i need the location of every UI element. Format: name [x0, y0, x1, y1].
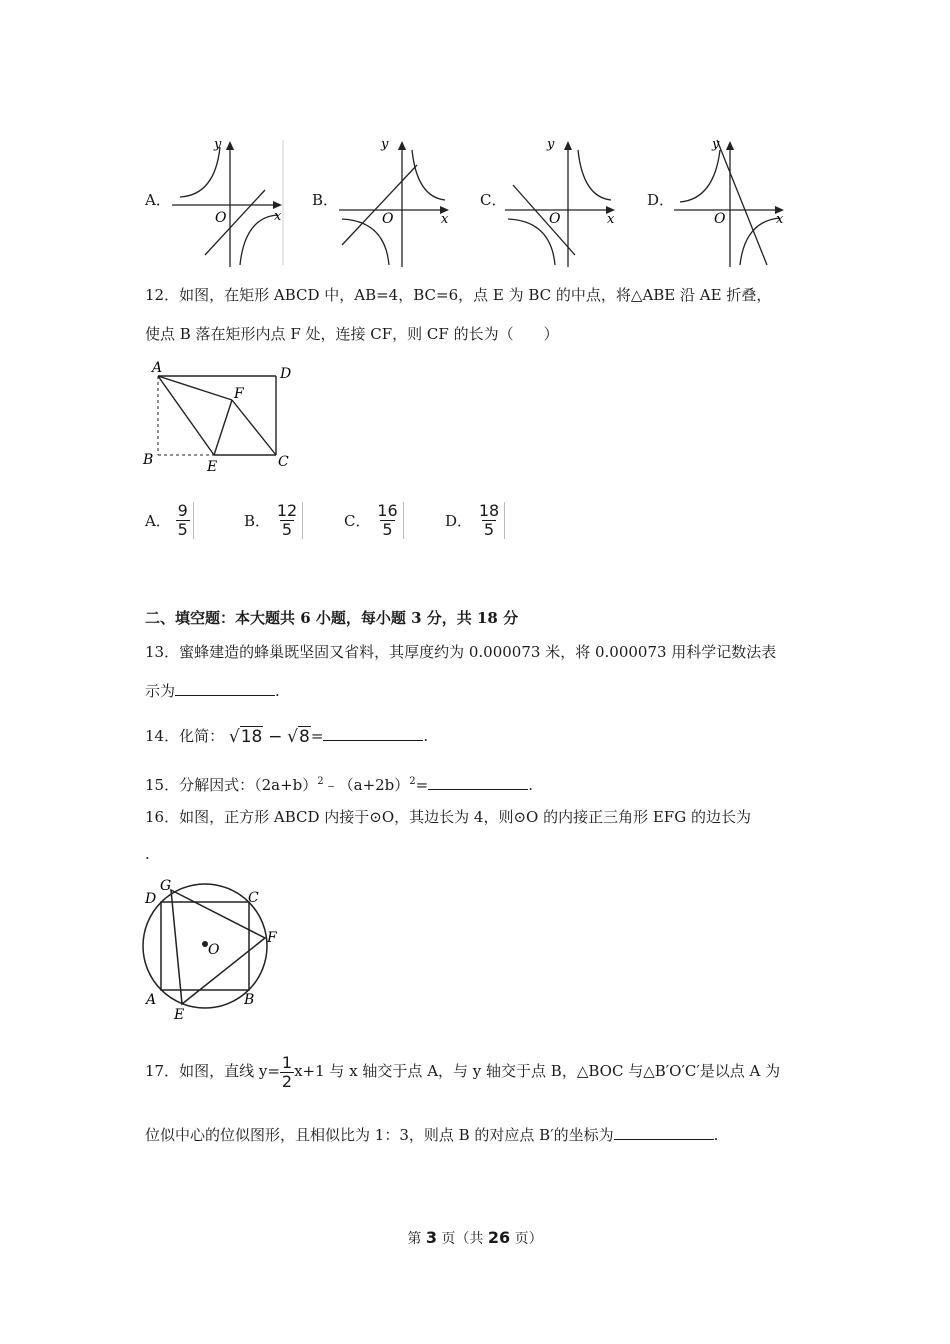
- q11-graph-d: [672, 135, 787, 270]
- q11-option-c-label: C．: [480, 191, 507, 209]
- q12-label-d: D: [280, 366, 292, 382]
- footer-page-number: 3: [425, 1228, 437, 1247]
- q12-option-c: [344, 502, 444, 539]
- q12-option-d-fraction: [477, 502, 505, 539]
- q12-option-b-label: B．: [244, 512, 271, 530]
- q17-end: .: [713, 1126, 719, 1144]
- q12-option-b-den: 5: [281, 520, 293, 539]
- q16-line1: 16．如图，正方形 ABCD 内接于⊙O，其边长为 4，则⊙O 的内接正三角形 EFG 的边长为: [145, 808, 751, 826]
- q11-b-y-label: y: [381, 137, 389, 152]
- q14-sqrt-18: √18: [228, 727, 263, 747]
- q16-label-f: F: [267, 930, 277, 946]
- q11-graph-a: [170, 135, 285, 270]
- q15-end: .: [528, 776, 534, 794]
- q11-graph-b: [337, 135, 452, 270]
- q15-line: [145, 771, 533, 796]
- q11-a-y-label: y: [214, 137, 222, 152]
- q12-option-d: [445, 502, 545, 539]
- q16-label-e: E: [174, 1007, 185, 1023]
- q16-label-a: A: [146, 992, 157, 1008]
- q16-circle-figure: [140, 876, 290, 1026]
- q17-num: 1: [281, 1052, 293, 1072]
- q17-fraction: [280, 1054, 294, 1091]
- q11-b-x-label: x: [441, 212, 449, 227]
- q17-den: 2: [281, 1071, 293, 1091]
- q11-c-y-label: y: [547, 137, 555, 152]
- q15-answer-blank: [428, 773, 528, 790]
- q11-b-origin-label: O: [382, 211, 394, 227]
- q14-radicand-8: 8: [299, 727, 310, 747]
- q11-d-origin-label: O: [714, 211, 726, 227]
- q12-option-a-den: 5: [177, 520, 188, 539]
- q17-line2-text: 位似中心的位似图形，且相似比为 1：3，则点 B 的对应点 B′的坐标为: [145, 1126, 614, 1144]
- q13-line2-text: 示为: [145, 682, 176, 700]
- q12-option-a-label: A．: [145, 512, 171, 530]
- q12-option-c-num: 16: [377, 501, 398, 520]
- q16-label-b: B: [244, 992, 255, 1008]
- q12-option-c-label: C．: [344, 512, 371, 530]
- q12-option-d-label: D．: [445, 512, 473, 530]
- q16-label-c: C: [248, 890, 259, 906]
- footer-post: 页）: [510, 1231, 543, 1247]
- q16-label-o: O: [208, 942, 220, 958]
- section-title: 二、填空题：本大题共 6 小题，每小题 3 分，共 18 分: [145, 609, 519, 627]
- q12-option-d-num: 18: [478, 501, 500, 520]
- q16-label-d: D: [145, 891, 157, 907]
- q12-option-c-den: 5: [382, 520, 393, 539]
- q12-option-c-fraction: [375, 502, 403, 539]
- q12-option-b-num: 12: [276, 501, 298, 520]
- q11-option-b-label: B．: [312, 191, 339, 209]
- q11-c-x-label: x: [607, 212, 615, 227]
- q16-line2: .: [145, 845, 150, 863]
- q11-a-x-label: x: [274, 209, 282, 224]
- q17-suffix: x+1 与 x 轴交于点 A，与 y 轴交于点 B，△BOC 与△B′O′C′是以点 A 为: [294, 1062, 781, 1080]
- q14-eq: =: [310, 727, 324, 745]
- q12-rectangle-figure: [140, 358, 300, 476]
- q15-eq: =: [415, 776, 429, 794]
- q15-text: 15．分解因式：（2a+b）: [145, 776, 318, 794]
- q11-a-origin-label: O: [215, 210, 227, 226]
- footer-pre: 第: [407, 1231, 426, 1247]
- q15-mid: ﹣（a+2b）: [323, 776, 410, 794]
- q13-line2: [145, 679, 280, 702]
- q12-option-d-den: 5: [483, 520, 495, 539]
- q11-option-a-label: A．: [145, 191, 171, 209]
- q14-prefix: 14．化简：: [145, 727, 225, 745]
- q14-minus: −: [268, 727, 283, 747]
- q15-exp1: 2: [317, 776, 324, 787]
- q12-label-b: B: [143, 452, 154, 468]
- q12-option-b: [244, 502, 344, 539]
- q11-d-y-label: y: [712, 137, 720, 152]
- q12-option-a-fraction: [176, 502, 194, 539]
- q11-d-x-label: x: [776, 212, 784, 227]
- q12-line1: 12．如图，在矩形 ABCD 中，AB=4，BC=6，点 E 为 BC 的中点，将△ABE 沿 AE 折叠，: [145, 286, 772, 304]
- footer-mid: 页（共: [436, 1231, 488, 1247]
- q14-radicand-18: 18: [240, 727, 263, 747]
- q12-label-f: F: [234, 386, 244, 402]
- q17-line2: [145, 1123, 718, 1146]
- q14-answer-blank: [323, 724, 423, 741]
- q11-option-d-label: D．: [647, 191, 675, 209]
- q12-option-a-num: 9: [177, 501, 188, 520]
- q15-exp2: 2: [409, 776, 416, 787]
- page-footer: [0, 1228, 950, 1248]
- q14-end: .: [423, 727, 429, 745]
- q14-line: [145, 724, 428, 748]
- q16-label-g: G: [160, 878, 172, 894]
- q12-label-e: E: [207, 459, 218, 475]
- q12-line2: 使点 B 落在矩形内点 F 处，连接 CF，则 CF 的长为（ ）: [145, 325, 559, 343]
- q17-prefix: 17．如图，直线 y=: [145, 1062, 280, 1080]
- q11-graph-c: [503, 135, 618, 270]
- q12-option-b-fraction: [275, 502, 303, 539]
- q14-sqrt-8: √8: [287, 727, 310, 747]
- q12-label-a: A: [152, 360, 163, 376]
- q12-option-a: [145, 502, 245, 539]
- q13-line1: 13．蜜蜂建造的蜂巢既坚固又省料，其厚度约为 0.000073 米，将 0.000073 用科学记数法表: [145, 643, 777, 661]
- q17-answer-blank: [614, 1123, 714, 1140]
- q12-label-c: C: [278, 454, 289, 470]
- q13-end: .: [275, 682, 280, 700]
- q17-line1: [145, 1052, 780, 1091]
- q11-c-origin-label: O: [549, 211, 561, 227]
- footer-total-pages: 26: [487, 1228, 511, 1247]
- q13-answer-blank: [175, 679, 275, 696]
